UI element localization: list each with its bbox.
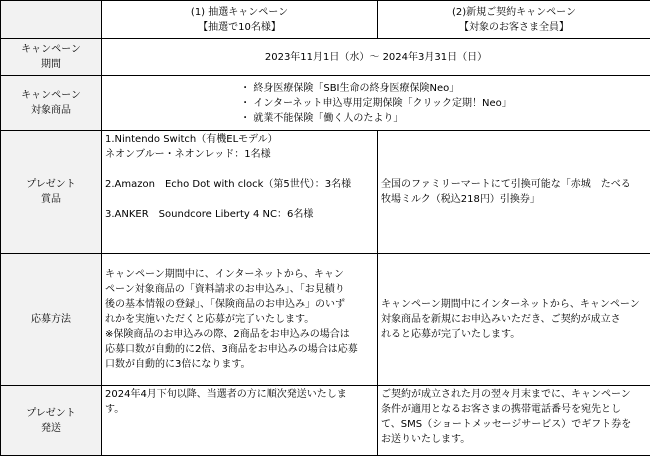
period-label-line-2: 期間: [41, 59, 61, 70]
new-contract-campaign-header: [378, 1, 650, 39]
delivery-label-line-1: プレゼント: [26, 407, 76, 419]
product-item: ・ 終身医療保険「SBI生命の終身医療保険Neo」: [240, 82, 460, 94]
prize-row: [1, 131, 650, 254]
new-contract-prize-line: 全国のファミリーマートにて引換可能な「赤城 たべる: [381, 179, 631, 190]
header-corner-cell: [1, 1, 102, 39]
products-row: [1, 76, 650, 131]
spacer: [105, 192, 374, 207]
period-value: 2023年11月1日（水）～ 2024年3月31日（日）: [102, 39, 650, 76]
new-contract-delivery-line: お送りいたします。: [381, 434, 471, 445]
delivery-label: [1, 386, 102, 456]
lottery-campaign-title: (1) 抽選キャンペーン: [190, 6, 289, 18]
method-label: 応募方法: [1, 254, 102, 386]
products-value: [102, 76, 650, 131]
lottery-campaign-header: [102, 1, 378, 39]
new-contract-campaign-subtitle: 【対象のお客さま全員】: [459, 21, 569, 33]
lottery-method-cell: [102, 254, 378, 386]
lottery-method-note: 応募口数が自動的に2倍、3商品をお申込みの場合は応募: [105, 344, 358, 355]
new-contract-method-line: 対象商品を新規にお申込みいただき、ご契約が成立さ: [381, 314, 621, 325]
spacer: [105, 162, 374, 177]
lottery-delivery-line: す。: [105, 404, 125, 415]
lottery-delivery-cell: [102, 386, 378, 456]
new-contract-prize-line: 牧場ミルク（税込218円）引換券」: [381, 194, 540, 205]
new-contract-prize-cell: [378, 131, 650, 254]
new-contract-method-line: れると応募が完了いたします。: [381, 329, 521, 340]
products-label-line-2: 対象商品: [31, 105, 71, 116]
lottery-method-line: 後の基本情報の登録」、「保険商品のお申込み」のいず: [105, 299, 345, 310]
lottery-method-note: ※保険商品のお申込みの際、2商品をお申込みの場合は: [105, 329, 350, 340]
new-contract-delivery-line: ご契約が成立された月の翌々月末までに、キャンペーン: [381, 389, 631, 400]
lottery-campaign-subtitle: 【抽選で10名様】: [198, 21, 281, 33]
lottery-prize-cell: [102, 131, 378, 254]
lottery-prize-item-3: 3.ANKER Soundcore Liberty 4 NC：6名様: [105, 209, 314, 220]
period-label-line-1: キャンペーン: [21, 44, 81, 55]
products-label: [1, 76, 102, 131]
prize-label-line-2: 賞品: [41, 194, 61, 205]
lottery-prize-item-1-detail: ネオンブルー・ネオンレッド：1名様: [105, 149, 271, 160]
product-item: ・ 就業不能保険「働く人のたより」: [240, 112, 404, 124]
new-contract-method-cell: [378, 254, 650, 386]
products-label-line-1: キャンペーン: [21, 90, 81, 101]
prize-label: [1, 131, 102, 254]
product-item: ・ インターネット申込専用定期保険「クリック定期！Neo」: [240, 97, 512, 109]
delivery-row: [1, 386, 650, 456]
delivery-label-line-2: 発送: [41, 422, 61, 434]
new-contract-delivery-cell: [378, 386, 650, 456]
product-list: [240, 81, 512, 126]
lottery-prize-item-1: 1.Nintendo Switch（有機ELモデル）: [105, 134, 278, 145]
prize-label-line-1: プレゼント: [26, 179, 76, 190]
new-contract-delivery-line: て、SMS（ショートメッセージサービス）でギフト券を: [381, 419, 632, 430]
lottery-method-line: れかを実施いただくと応募が完了いたします。: [105, 314, 315, 325]
lottery-method-line: ペーン対象商品の「資料請求のお申込み」、「お見積り: [105, 284, 345, 295]
lottery-delivery-line: 2024年4月下旬以降、当選者の方に順次発送いたしま: [105, 389, 347, 400]
method-row: [1, 254, 650, 386]
period-row: [1, 39, 650, 76]
period-label: [1, 39, 102, 76]
lottery-method-line: キャンペーン期間中に、インターネットから、キャン: [105, 269, 344, 280]
header-row: [1, 1, 650, 39]
new-contract-campaign-title: (2)新規ご契約キャンペーン: [452, 6, 576, 18]
new-contract-method-line: キャンペーン期間中にインターネットから、キャンペーン: [381, 299, 640, 310]
lottery-prize-item-2: 2.Amazon Echo Dot with clock（第5世代）：3名様: [105, 179, 352, 190]
lottery-method-note: 口数が自動的に3倍になります。: [105, 359, 251, 370]
new-contract-delivery-line: 条件が適用となるお客さまの携帯電話番号を宛先とし: [381, 404, 621, 415]
